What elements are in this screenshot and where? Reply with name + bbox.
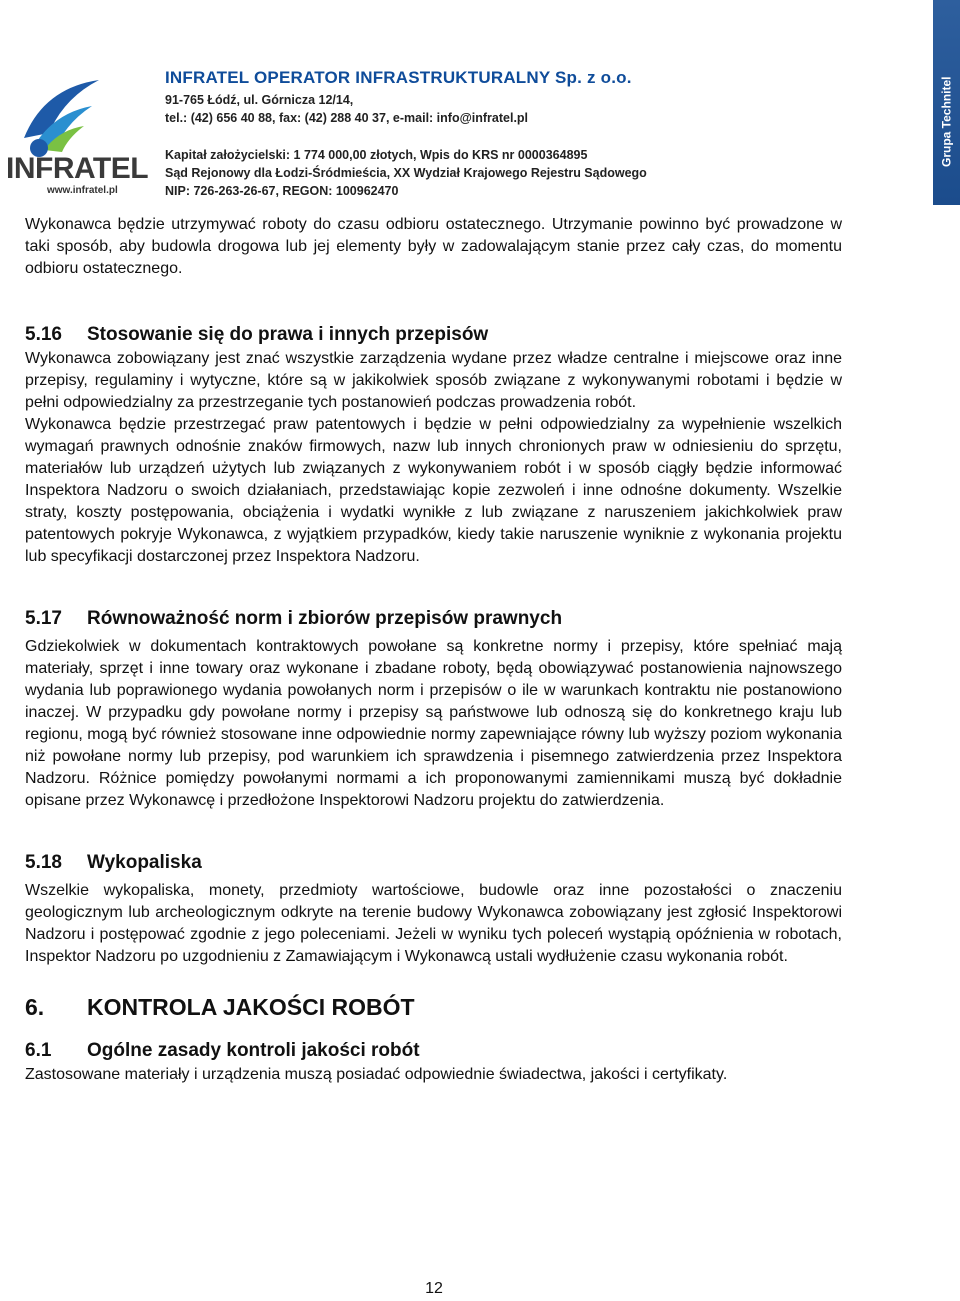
chapter-heading-6 [25,992,842,1022]
chapter-title: KONTROLA JAKOŚCI ROBÓT [87,994,415,1020]
paragraph: Wszelkie wykopaliska, monety, przedmioty wartościowe, budowle oraz inne pozostałości o znaczeniu geologicznym lub archeologicznym odkryte na terenie budowy Wykonawca zobowiązany jest zgłosić Inspektorowi Nadzoru i postępować zgodnie z jego poleceniami. Jeżeli w wyniku tych poleceń wystąpią opóźnienia w robotach, Inspektor Nadzoru po uzgodnieniu z Zamawiającym i Wykonawcą ustali wydłużenie czasu wykonania robót. [25,882,842,965]
section-heading-6-1 [25,1038,842,1064]
paragraph: Wykonawca zobowiązany jest znać wszystkie zarządzenia wydane przez władze centralne i miejscowe oraz inne przepisy, regulaminy i wytyczne, które są w jakikolwiek sposób związane z wykonywanymi robotami i będzie w pełni odpowiedzialny za przestrzeganie tych postanowień podczas prowadzenia robót. [25,350,842,411]
court-line: Sąd Rejonowy dla Łodzi-Śródmieścia, XX Wydział Krajowego Rejestru Sądowego [165,166,647,180]
letterhead [0,0,960,205]
capital-line: Kapitał założycielski: 1 774 000,00 złotych, Wpis do KRS nr 0000364895 [165,148,588,162]
nip-line: NIP: 726-263-26-67, REGON: 100962470 [165,184,399,198]
section-heading-5-18 [25,850,842,876]
paragraph: Wykonawca będzie przestrzegać praw patentowych i będzie w pełni odpowiedzialny za wypełnienie wszelkich wymagań prawnych odnośnie znaków firmowych, nazw lub innych chronionych praw w odniesieniu do sprzętu, materiałów lub urządzeń użytych lub związanych z wykonywaniem robót i w sposób ciągły będzie informować Inspektora Nadzoru o swoich działaniach, przedstawiając kopie zezwoleń i inne odnośne dokumenty. Wszelkie straty, koszty postępowania, obciążenia i wydatki wynikłe z lub związane z naruszeniem jakichkolwiek praw patentowych pokryje Wykonawca, z wyjątkiem przypadków, kiedy takie naruszenie wyniknie z wykonania projektu lub specyfikacji dostarczonej przez Inspektora Nadzoru. [25,416,842,565]
section-number: 5.18 [25,852,62,873]
logo-url: www.infratel.pl [47,185,118,196]
paragraph: Gdziekolwiek w dokumentach kontraktowych powołane są konkretne normy i przepisy, które spełniać mają materiały, sprzęt i inne towary oraz wykonane i zbadane roboty, będą obowiązywać postanowienia najnowszego wydania lub poprawionego wydania powołanych norm i przepisów o ile w warunkach kontraktu nie postanowiono inaczej. W przypadku gdy powołane normy i przepisy są państwowe lub odnoszą się do konkretnego kraju lub regionu, mogą być również stosowane inne odpowiednie normy zapewniające równy lub wyższy poziom wykonania niż powołane normy lub przepisy, pod warunkiem ich sprawdzenia i pisemnego zatwierdzenia przez Inspektora Nadzoru. Różnice pomiędzy powołanymi normami a ich proponowanymi zamiennikami muszą być dokładnie opisane przez Wykonawcę i przedłożone Inspektorowi Nadzoru projektu do zatwierdzenia. [25,638,842,809]
section-heading-5-17 [25,606,842,632]
section-title: Równoważność norm i zbiorów przepisów prawnych [87,608,563,629]
page-number: 12 [425,1280,443,1297]
group-label: Grupa Technitel [939,76,954,168]
section-heading-5-16 [25,322,842,348]
logo-text: INFRATEL [6,152,149,185]
intro-paragraph: Wykonawca będzie utrzymywać roboty do czasu odbioru ostatecznego. Utrzymanie powinno być prowadzone w taki sposób, aby budowla drogowa lub jej elementy były w zadowalającym stanie przez cały czas, do momentu odbioru ostatecznego. [25,216,842,277]
section-title: Stosowanie się do prawa i innych przepisów [87,324,489,345]
address-line: 91-765 Łódź, ul. Górnicza 12/14, [165,93,354,107]
company-name: INFRATEL OPERATOR INFRASTRUKTURALNY Sp. z o.o. [165,68,632,87]
section-number: 5.17 [25,608,62,629]
section-number: 6.1 [25,1040,52,1061]
section-number: 5.16 [25,324,62,345]
document-body [25,214,842,1086]
chapter-number: 6. [25,994,45,1020]
paragraph: Zastosowane materiały i urządzenia muszą posiadać odpowiednie świadectwa, jakości i certyfikaty. [25,1066,728,1083]
contact-line: tel.: (42) 656 40 88, fax: (42) 288 40 37, e-mail: info@infratel.pl [165,111,529,125]
section-title: Wykopaliska [87,852,202,873]
section-title: Ogólne zasady kontroli jakości robót [87,1040,420,1061]
